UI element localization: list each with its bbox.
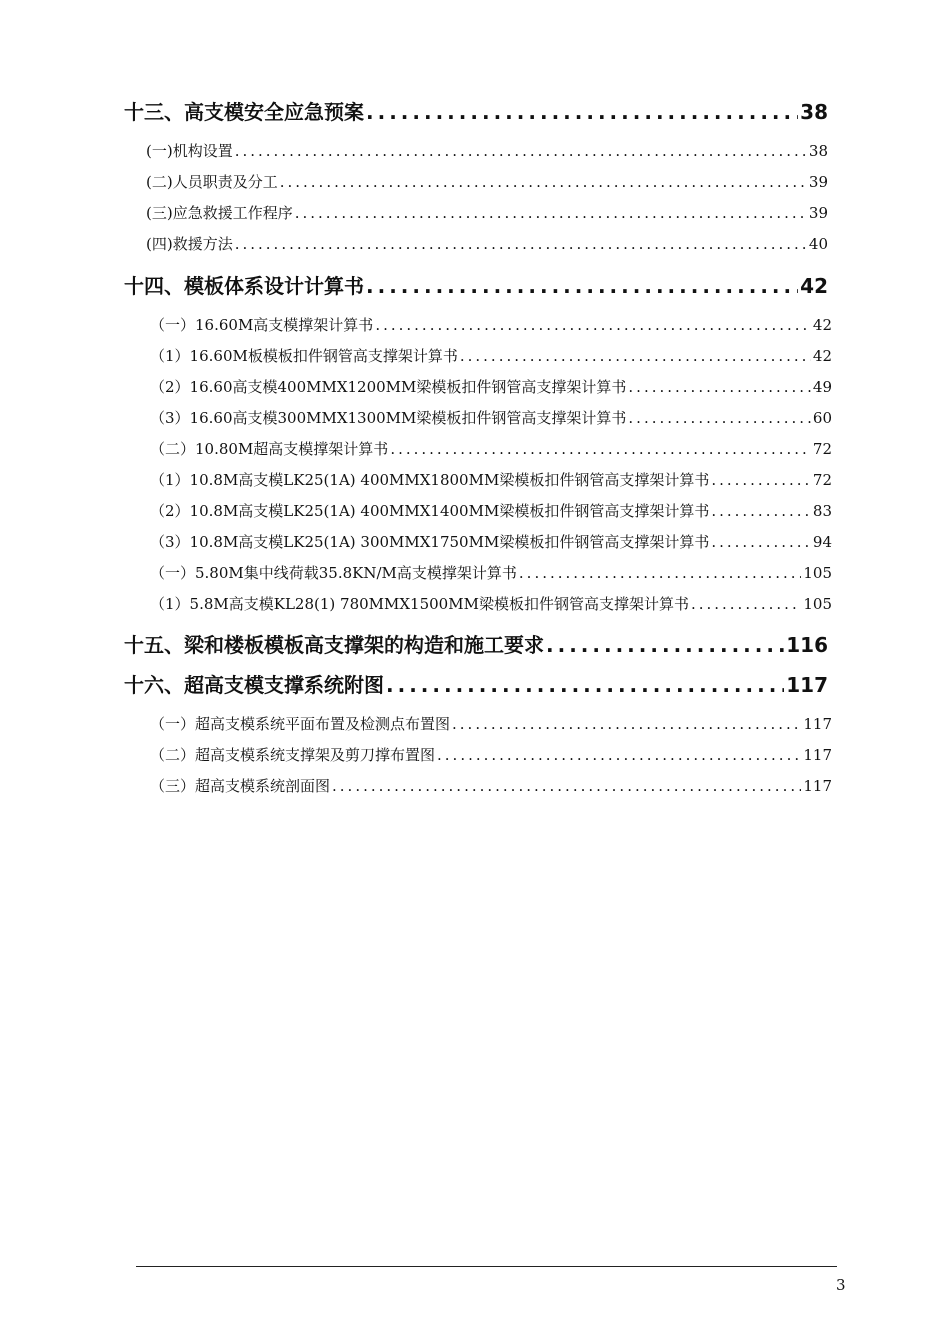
toc-entry[interactable] <box>150 345 832 367</box>
toc-entry-page: 39 <box>808 173 828 191</box>
toc-leader-dots <box>375 316 811 334</box>
toc-leader-dots <box>519 564 801 582</box>
toc-entry[interactable] <box>150 376 832 398</box>
toc-entry-page: 94 <box>812 533 832 551</box>
toc-entry[interactable] <box>150 744 832 766</box>
toc-entry-label: 十六、超高支模支撑系统附图 <box>124 673 384 697</box>
toc-entry[interactable] <box>150 438 832 460</box>
toc-entry[interactable] <box>146 140 828 162</box>
toc-entry-label: （3）16.60高支模300MMX1300MM梁模板扣件钢管高支撑架计算书 <box>150 409 627 427</box>
toc-leader-dots <box>235 142 807 160</box>
toc-leader-dots <box>628 378 811 396</box>
toc-leader-dots <box>691 595 801 613</box>
toc-entry-page: 83 <box>812 502 832 520</box>
toc-entry-label: 十四、模板体系设计计算书 <box>124 274 364 298</box>
toc-entry-page: 38 <box>800 100 828 124</box>
toc-entry[interactable] <box>150 469 832 491</box>
toc-entry-page: 105 <box>803 595 832 613</box>
toc-entry-section-13[interactable] <box>124 96 828 126</box>
toc-leader-dots <box>711 471 811 489</box>
toc-entry-page: 38 <box>808 142 828 160</box>
toc-leader-dots <box>390 440 811 458</box>
toc-entry-label: （1）16.60M板模板扣件钢管高支撑架计算书 <box>150 347 458 365</box>
toc-entry-page: 117 <box>803 715 832 733</box>
toc-entry-label: （三）超高支模系统剖面图 <box>150 777 331 795</box>
toc-entry-page: 49 <box>812 378 832 396</box>
toc-entry[interactable] <box>146 233 828 255</box>
toc-entry[interactable] <box>150 407 832 429</box>
toc-entry[interactable] <box>150 593 832 615</box>
toc-leader-dots <box>295 204 807 222</box>
toc-leader-dots <box>366 274 798 298</box>
toc-leader-dots <box>460 347 811 365</box>
toc-entry-section-16[interactable] <box>124 669 828 699</box>
toc-entry-label: (一)机构设置 <box>146 142 233 160</box>
toc-entry-page: 117 <box>803 746 832 764</box>
toc-entry-label: （一）5.80M集中线荷载35.8KN/M高支模撑架计算书 <box>150 564 517 582</box>
toc-leader-dots <box>366 100 798 124</box>
toc-entry-label: （二）超高支模系统支撑架及剪刀撑布置图 <box>150 746 436 764</box>
toc-entry-label: （2）10.8M高支模LK25(1A) 400MMX1400MM梁模板扣件钢管高支撑架计算书 <box>150 502 710 520</box>
toc-entry-section-15[interactable] <box>124 629 828 659</box>
toc-leader-dots <box>711 533 811 551</box>
toc-leader-dots <box>546 633 784 657</box>
toc-entry-page: 40 <box>808 235 828 253</box>
toc-entry-label: (三)应急救援工作程序 <box>146 204 293 222</box>
toc-entry-section-14[interactable] <box>124 270 828 300</box>
toc-leader-dots <box>628 409 811 427</box>
toc-entry-page: 42 <box>812 316 832 334</box>
toc-entry-page: 39 <box>808 204 828 222</box>
toc-leader-dots <box>452 715 801 733</box>
toc-leader-dots <box>280 173 807 191</box>
toc-entry-page: 117 <box>786 673 828 697</box>
toc-entry-label: （一）16.60M高支模撑架计算书 <box>150 316 374 334</box>
toc-leader-dots <box>332 777 801 795</box>
toc-entry-page: 72 <box>812 440 832 458</box>
toc-entry[interactable] <box>150 562 832 584</box>
toc-entry[interactable] <box>146 202 828 224</box>
toc-entry[interactable] <box>150 713 832 735</box>
toc-entry-page: 42 <box>800 274 828 298</box>
toc-leader-dots <box>235 235 807 253</box>
toc-entry-page: 117 <box>803 777 832 795</box>
toc-entry-label: （2）16.60高支模400MMX1200MM梁模板扣件钢管高支撑架计算书 <box>150 378 627 396</box>
toc-entry-label: （3）10.8M高支模LK25(1A) 300MMX1750MM梁模板扣件钢管高支撑架计算书 <box>150 533 710 551</box>
toc-entry-label: (四)救援方法 <box>146 235 233 253</box>
toc-leader-dots <box>386 673 784 697</box>
toc-entry-page: 116 <box>786 633 828 657</box>
toc-entry[interactable] <box>150 531 832 553</box>
toc-entry-page: 42 <box>812 347 832 365</box>
toc-entry[interactable] <box>150 314 832 336</box>
toc-leader-dots <box>711 502 811 520</box>
toc-entry[interactable] <box>146 171 828 193</box>
page-number: 3 <box>836 1276 846 1294</box>
footer-divider <box>136 1266 837 1267</box>
toc-entry-label: （1）10.8M高支模LK25(1A) 400MMX1800MM梁模板扣件钢管高支撑架计算书 <box>150 471 710 489</box>
toc-entry-label: (二)人员职责及分工 <box>146 173 278 191</box>
toc-entry-page: 60 <box>812 409 832 427</box>
toc-entry-label: 十三、高支模安全应急预案 <box>124 100 364 124</box>
toc-entry-label: （1）5.8M高支模KL28(1) 780MMX1500MM梁模板扣件钢管高支撑架计算书 <box>150 595 689 613</box>
toc-entry[interactable] <box>150 775 832 797</box>
toc-entry-page: 72 <box>812 471 832 489</box>
toc-entry-page: 105 <box>803 564 832 582</box>
toc-entry-label: （一）超高支模系统平面布置及检测点布置图 <box>150 715 451 733</box>
toc-entry[interactable] <box>150 500 832 522</box>
toc-leader-dots <box>437 746 801 764</box>
toc-entry-label: 十五、梁和楼板模板高支撑架的构造和施工要求 <box>124 633 544 657</box>
toc-entry-label: （二）10.80M超高支模撑架计算书 <box>150 440 389 458</box>
